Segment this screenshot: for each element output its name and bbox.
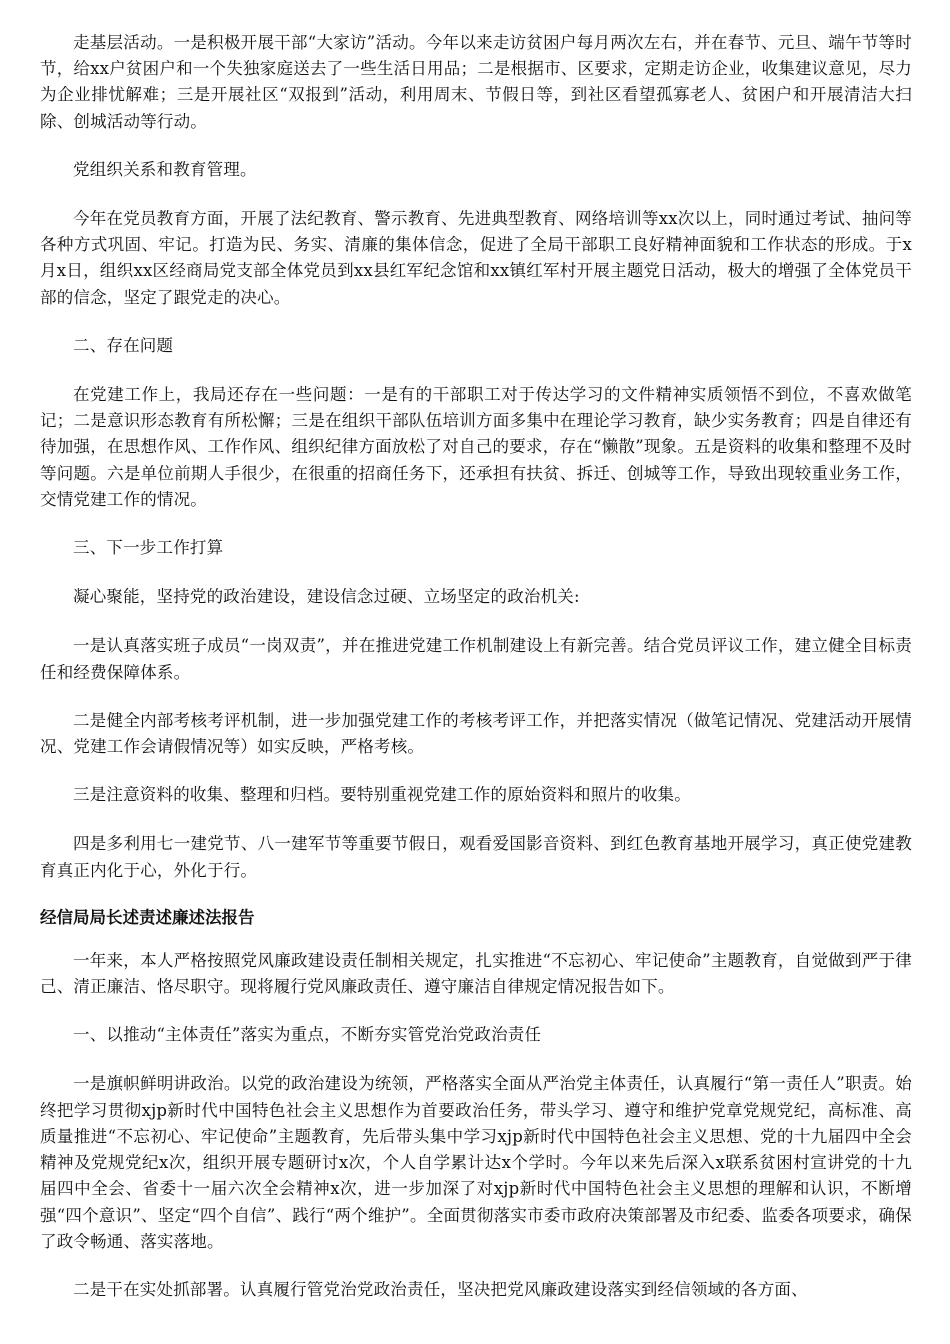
paragraph-party-relations: 党组织关系和教育管理。 — [73, 159, 257, 179]
paragraph-politics: 一是旗帜鲜明讲政治。以党的政治建设为统领，严格落实全面从严治党主体责任，认真履行“第一责任人”职责。始终把学习贯彻xjp新时代中国特色社会主义思想作为首要政治任务，带头学习、遵守和维护党章党规党纪，高标准、高质量推进“不忘初心、牢记使命”主题教育，先后带头集中学习xjp新时代中国特色社会主义思想、党的十九届四中全会精神及党规党纪x次，组织开展专题研讨x次，个人自学累计达x个学时。今年以来先后深入x联系贫困村宣讲党的十九届四中全会、省委十一届六次全会精神x次，进一步加深了对xjp新时代中国特色社会主义思想的理解和认识，不断增强“四个意识”、坚定“四个自信”、践行“两个维护”。全面贯彻落实市委市政府决策部署及市纪委、监委各项要求，确保了政令畅通、落实落地。 — [40, 1074, 912, 1251]
section-title: 经信局局长述责述廉述法报告 — [40, 907, 255, 927]
paragraph-problems: 在党建工作上，我局还存在一些问题：一是有的干部职工对于传达学习的文件精神实质领悟不到位，不喜欢做笔记；二是意识形态教育有所松懈；三是在组织干部队伍培训方面多集中在理论学习教育，缺少实务教育；四是自律还有待加强，在思想作风、工作作风、组织纪律方面放松了对自己的要求，存在“懒散”现象。五是资料的收集和整理不及时等问题。六是单位前期人手很少，在很重的招商任务下，还承担有扶贫、拆迁、创城等工作，导致出现较重业务工作，交情党建工作的情况。 — [40, 385, 912, 509]
heading-main-responsibility: 一、以推动“主体责任”落实为重点，不断夯实管党治党政治责任 — [73, 1025, 542, 1045]
paragraph-step-one: 一是认真落实班子成员“一岗双责”，并在推进党建工作机制建设上有新完善。结合党员评议工作，建立健全目标责任和经费保障体系。 — [40, 636, 912, 682]
paragraph-grassroots-activities: 走基层活动。一是积极开展干部“大家访”活动。今年以来走访贫困户每月两次左右，并在春节、元旦、端午节等时节，给xx户贫困户和一个失独家庭送去了一些生活日用品；二是根据市、区要求，定期走访企业，收集建议意见，尽力为企业排忧解难；三是开展社区“双报到”活动，利用周末、节假日等，到社区看望孤寡老人、贫困户和开展清洁大扫除、创城活动等行动。 — [40, 33, 912, 131]
paragraph-deployment: 二是干在实处抓部署。认真履行管党治党政治责任，坚决把党风廉政建设落实到经信领域的各方面、 — [73, 1279, 808, 1299]
heading-existing-problems: 二、存在问题 — [73, 335, 174, 355]
paragraph-party-education: 今年在党员教育方面，开展了法纪教育、警示教育、先进典型教育、网络培训等xx次以上，同时通过考试、抽问等各种方式巩固、牢记。打造为民、务实、清廉的集体信念，促进了全局干部职工良好精神面貌和工作状态的形成。于x月x日，组织xx区经商局党支部全体党员到xx县红军纪念馆和xx镇红军村开展主题党日活动，极大的增强了全体党员干部的信念，坚定了跟党走的决心。 — [40, 209, 912, 307]
heading-next-steps: 三、下一步工作打算 — [73, 538, 224, 558]
paragraph-step-four: 四是多利用七一建党节、八一建军节等重要节假日，观看爱国影音资料、到红色教育基地开展学习，真正使党建教育真正内化于心，外化于行。 — [40, 834, 912, 880]
paragraph-report-intro: 一年来，本人严格按照党风廉政建设责任制相关规定，扎实推进“不忘初心、牢记使命”主题教育，自觉做到严于律己、清正廉洁、恪尽职守。现将履行党风廉政责任、遵守廉洁自律规定情况报告如下。 — [40, 950, 912, 997]
paragraph-political-building: 凝心聚能，坚持党的政治建设，建设信念过硬、立场坚定的政治机关: — [73, 587, 580, 607]
document-page — [40, 30, 912, 1325]
paragraph-step-two: 二是健全内部考核考评机制，进一步加强党建工作的考核考评工作，并把落实情况（做笔记情况、党建活动开展情况、党建工作会请假情况等）如实反映，严格考核。 — [40, 710, 912, 757]
paragraph-step-three: 三是注意资料的收集、整理和归档。要特别重视党建工作的原始资料和照片的收集。 — [73, 785, 691, 805]
